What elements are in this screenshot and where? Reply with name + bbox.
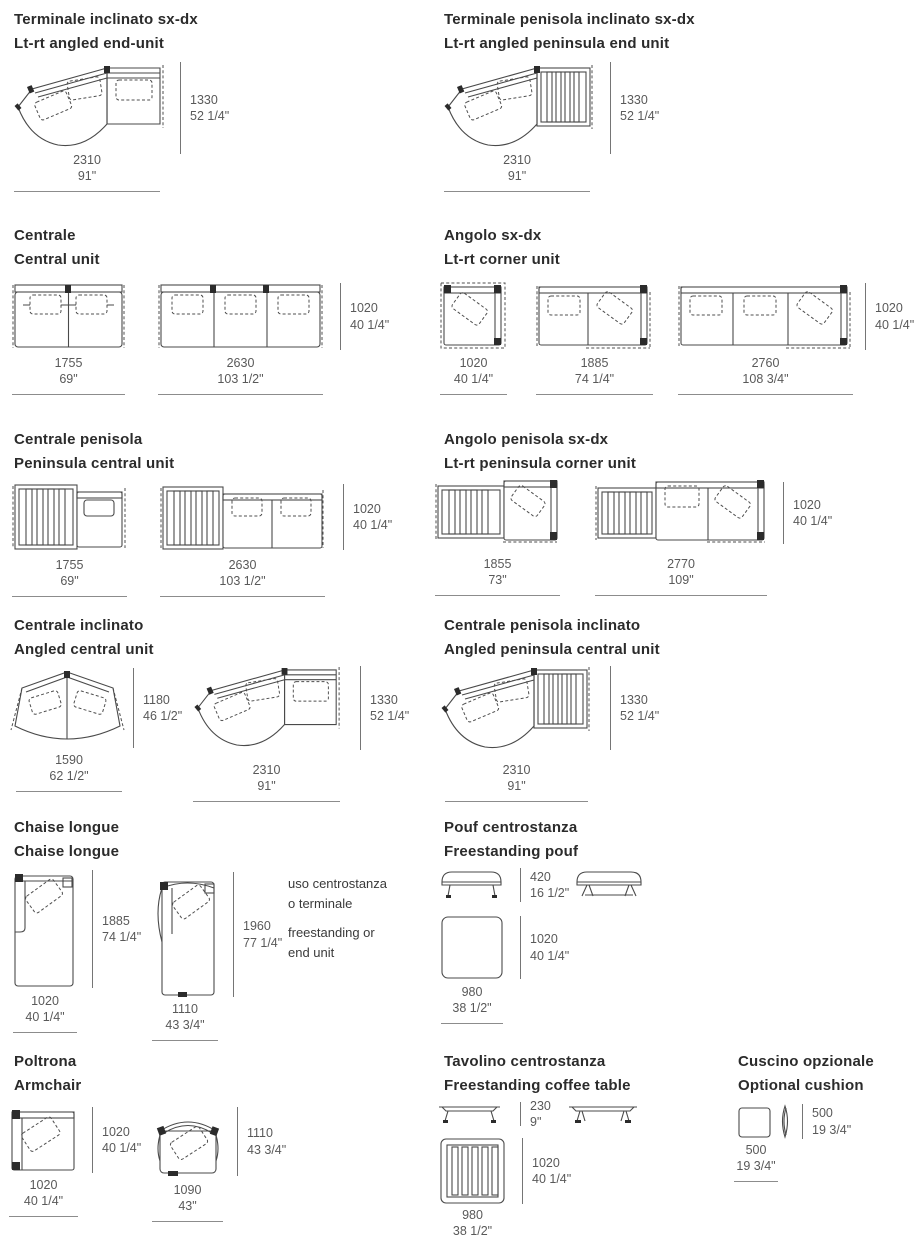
dimension-in: 43 3/4": [247, 1142, 287, 1157]
section-title-en: Lt-rt corner unit: [444, 251, 560, 268]
dimension-mm: 1590: [55, 753, 83, 767]
dimension-line: [520, 916, 521, 979]
dimension-mm: 980: [461, 985, 483, 999]
dimension-in: 52 1/4": [190, 109, 230, 123]
dimension-mm: 1020: [353, 501, 381, 516]
dimension-mm: 1020: [459, 356, 488, 370]
height-dimension: [783, 482, 832, 544]
section-title-it: Centrale penisola inclinato: [444, 617, 641, 634]
section-title-en: Angled peninsula central unit: [444, 641, 660, 658]
drawing-corner-unit-small: [440, 282, 507, 350]
dimension-line: [340, 283, 341, 350]
dimension-in: 40 1/4": [350, 317, 390, 332]
dimension-line: [180, 62, 181, 154]
section-title-en: Lt-rt angled peninsula end unit: [444, 35, 670, 52]
height-dimension: [92, 870, 141, 988]
dimension-mm: 1330: [190, 92, 218, 107]
section-title: [14, 1050, 81, 1098]
drawing-pouf-plan-view: [441, 916, 503, 979]
width-dimension: [13, 993, 77, 1033]
dimension-in: 74 1/4": [102, 930, 142, 944]
section-title-en: Optional cushion: [738, 1077, 864, 1094]
dimension-mm: 2310: [502, 763, 531, 777]
dimension-line: [237, 1107, 238, 1176]
section-title-it: Centrale inclinato: [14, 617, 144, 634]
dimension-line: [133, 668, 134, 748]
drawing-angled-central-fan: [10, 668, 125, 748]
height-dimension: [343, 484, 392, 550]
dimension-line: [610, 62, 611, 154]
section-title-it: Pouf centrostanza: [444, 819, 578, 836]
note-spacer: [288, 913, 387, 923]
height-dimension: [340, 283, 389, 350]
width-dimension: [12, 557, 127, 597]
usage-note: [288, 874, 387, 962]
dimension-in: 91": [507, 779, 526, 794]
dimension-mm: 500: [812, 1106, 833, 1121]
section-title-en: Peninsula central unit: [14, 455, 175, 472]
dimension-line: [783, 482, 784, 544]
dimension-in: 91": [507, 169, 527, 184]
dimension-mm: 2760: [751, 356, 780, 370]
height-dimension: [520, 868, 569, 902]
dimension-in: 103 1/2": [217, 372, 264, 387]
dimension-mm: 1020: [793, 497, 821, 512]
dimension-mm: 1960: [243, 919, 271, 934]
section-title-en: Angled central unit: [14, 641, 154, 658]
dimension-mm: 1020: [29, 1178, 58, 1192]
drawing-angled-peninsula-end-unit: [440, 62, 595, 150]
section-title-it: Angolo sx-dx: [444, 227, 542, 244]
drawing-peninsula-corner-2: [435, 478, 560, 545]
dimension-in: 109": [668, 573, 694, 588]
section-title: [444, 428, 636, 476]
height-dimension: [522, 1138, 571, 1204]
section-title-it: Poltrona: [14, 1053, 77, 1070]
section-title-en: Chaise longue: [14, 843, 120, 860]
dimension-mm: 1020: [350, 301, 378, 316]
dimension-in: 19 3/4": [812, 1122, 852, 1137]
section-title-it: Centrale: [14, 227, 76, 244]
drawing-central-unit-2seat: [12, 280, 125, 350]
dimension-line: [360, 666, 361, 750]
section-title: [14, 8, 198, 56]
section-title: [14, 224, 100, 272]
dimension-in: 40 1/4": [530, 948, 570, 963]
drawing-table-side-view: [568, 1104, 638, 1124]
section-title-en: Freestanding coffee table: [444, 1077, 631, 1094]
section-title: [444, 816, 578, 864]
height-dimension: [865, 283, 914, 350]
dimension-in: 38 1/2": [452, 1001, 492, 1016]
height-dimension: [133, 668, 182, 748]
section-title: [444, 1050, 631, 1098]
dimension-line: [522, 1138, 523, 1204]
width-dimension: [193, 762, 340, 802]
dimension-in: 40 1/4": [532, 1172, 572, 1186]
dimension-in: 74 1/4": [574, 372, 615, 387]
drawing-pouf-front-view: [440, 868, 503, 900]
dimension-line: [865, 283, 866, 350]
height-dimension: [180, 62, 229, 154]
dimension-in: 69": [60, 574, 79, 589]
height-dimension: [233, 872, 282, 997]
dimension-in: 52 1/4": [620, 709, 660, 723]
section-title-it: Angolo penisola sx-dx: [444, 431, 609, 448]
drawing-chaise-longue-large: [152, 872, 219, 997]
section-title: [444, 614, 660, 662]
dimension-in: 52 1/4": [620, 109, 660, 123]
dimension-in: 40 1/4": [353, 518, 393, 532]
section-title: [14, 428, 174, 476]
drawing-table-plan-view: [440, 1138, 505, 1204]
dimension-in: 9": [530, 1115, 542, 1129]
width-dimension: [595, 556, 767, 596]
dimension-mm: 2310: [73, 153, 101, 167]
dimension-mm: 1330: [620, 92, 648, 107]
width-dimension: [435, 556, 560, 596]
width-dimension: [678, 355, 853, 395]
dimension-in: 40 1/4": [102, 1141, 142, 1155]
drawing-peninsula-central-3: [160, 482, 325, 552]
dimension-in: 16 1/2": [530, 886, 570, 900]
dimension-in: 77 1/4": [243, 935, 283, 950]
dimension-in: 40 1/4": [453, 372, 494, 387]
width-dimension: [16, 752, 122, 792]
dimension-in: 40 1/4": [23, 1194, 64, 1209]
dimension-in: 62 1/2": [49, 769, 89, 784]
drawing-cushion-plan-view: [738, 1107, 771, 1138]
section-title-en: Armchair: [14, 1077, 82, 1094]
width-dimension: [14, 152, 160, 192]
dimension-in: 103 1/2": [219, 574, 266, 589]
width-dimension: [441, 984, 503, 1024]
width-dimension: [158, 355, 323, 395]
drawing-cushion-side-view: [780, 1105, 791, 1138]
dimension-in: 40 1/4": [25, 1010, 65, 1025]
dimension-mm: 2770: [667, 557, 695, 571]
section-title-it: Tavolino centrostanza: [444, 1053, 606, 1070]
section-title-it: Terminale penisola inclinato sx-dx: [444, 11, 695, 28]
width-dimension: [440, 355, 507, 395]
dimension-line: [343, 484, 344, 550]
usage-note-en: freestanding or end unit: [288, 925, 375, 960]
section-title-it: Terminale inclinato sx-dx: [14, 11, 198, 28]
drawing-corner-unit-medium: [536, 282, 653, 350]
height-dimension: [92, 1107, 141, 1173]
drawing-corner-unit-large: [678, 282, 853, 350]
section-title-it: Centrale penisola: [14, 431, 143, 448]
height-dimension: [237, 1107, 286, 1176]
dimension-mm: 1020: [102, 1124, 130, 1139]
drawing-table-front-view: [438, 1104, 501, 1124]
dimension-mm: 1020: [875, 301, 903, 316]
width-dimension: [536, 355, 653, 395]
dimension-in: 91": [77, 169, 97, 184]
drawing-peninsula-corner-3: [595, 478, 767, 545]
width-dimension: [160, 557, 325, 597]
height-dimension: [802, 1104, 851, 1139]
height-dimension: [360, 666, 409, 750]
dimension-mm: 1330: [370, 692, 398, 707]
dimension-mm: 500: [745, 1143, 767, 1157]
dimension-in: 43": [178, 1199, 197, 1214]
dimension-line: [610, 666, 611, 750]
dimension-mm: 1885: [580, 356, 609, 370]
drawing-pouf-side-view: [575, 868, 643, 900]
width-dimension: [12, 355, 125, 395]
section-title: [14, 816, 119, 864]
usage-note-it: uso centrostanza o terminale: [288, 876, 388, 911]
dimension-line: [520, 1102, 521, 1126]
width-dimension: [440, 1207, 505, 1242]
dimension-in: 108 3/4": [742, 372, 789, 387]
dimension-mm: 1090: [173, 1183, 202, 1197]
dimension-in: 73": [488, 573, 507, 588]
dimension-mm: 1110: [172, 1002, 198, 1016]
section-title-en: Lt-rt peninsula corner unit: [444, 455, 637, 472]
drawing-angled-central-unit: [190, 664, 343, 750]
dimension-mm: 1855: [483, 557, 512, 571]
width-dimension: [152, 1001, 218, 1041]
section-title-it: Chaise longue: [14, 819, 120, 836]
dimension-line: [92, 870, 93, 988]
drawing-chaise-longue-small: [13, 870, 78, 988]
dimension-line: [233, 872, 234, 997]
dimension-mm: 2630: [226, 356, 255, 370]
width-dimension: [152, 1182, 223, 1222]
dimension-mm: 1755: [54, 356, 83, 370]
dimension-in: 43 3/4": [165, 1018, 205, 1033]
section-title: [444, 8, 695, 56]
dimension-in: 38 1/2": [452, 1224, 493, 1239]
dimension-mm: 980: [462, 1208, 483, 1222]
dimension-mm: 420: [530, 869, 551, 884]
dimension-mm: 1110: [247, 1126, 273, 1141]
height-dimension: [520, 1098, 551, 1129]
dimension-line: [520, 868, 521, 902]
dimension-mm: 1180: [143, 692, 170, 707]
section-title: [738, 1050, 874, 1098]
drawing-armchair-curved: [152, 1107, 223, 1176]
height-dimension: [520, 916, 569, 979]
dimension-in: 40 1/4": [875, 317, 914, 332]
height-dimension: [610, 62, 659, 154]
section-title-en: Central unit: [14, 251, 100, 268]
dimension-mm: 1020: [530, 932, 558, 947]
dimension-in: 69": [59, 372, 78, 387]
dimension-in: 19 3/4": [736, 1159, 776, 1174]
dimension-mm: 230: [530, 1098, 551, 1113]
width-dimension: [9, 1177, 78, 1217]
drawing-armchair-square: [9, 1107, 78, 1173]
dimension-in: 40 1/4": [793, 514, 833, 528]
dimension-mm: 2310: [503, 153, 531, 167]
drawing-angled-end-unit: [10, 62, 167, 150]
dimension-in: 91": [257, 779, 276, 794]
dimension-mm: 1020: [31, 994, 59, 1008]
height-dimension: [610, 666, 659, 750]
section-title: [444, 224, 560, 272]
dimension-mm: 2310: [252, 763, 281, 777]
dimension-in: 52 1/4": [370, 709, 410, 723]
width-dimension: [444, 152, 590, 192]
dimension-mm: 1020: [532, 1155, 560, 1170]
dimension-line: [92, 1107, 93, 1173]
dimension-in: 46 1/2": [143, 709, 183, 723]
drawing-peninsula-central-2: [12, 482, 127, 552]
width-dimension: [734, 1142, 778, 1182]
section-title-en: Freestanding pouf: [444, 843, 579, 860]
section-title-it: Cuscino opzionale: [738, 1053, 874, 1070]
dimension-mm: 1330: [620, 692, 648, 707]
drawing-central-unit-3seat: [158, 280, 323, 350]
section-title: [14, 614, 154, 662]
dimension-mm: 1755: [55, 558, 84, 572]
section-title-en: Lt-rt angled end-unit: [14, 35, 165, 52]
drawing-angled-peninsula-central-unit: [437, 663, 592, 753]
dimension-mm: 2630: [228, 558, 257, 572]
width-dimension: [445, 762, 588, 802]
dimension-mm: 1885: [102, 913, 130, 928]
dimension-line: [802, 1104, 803, 1139]
